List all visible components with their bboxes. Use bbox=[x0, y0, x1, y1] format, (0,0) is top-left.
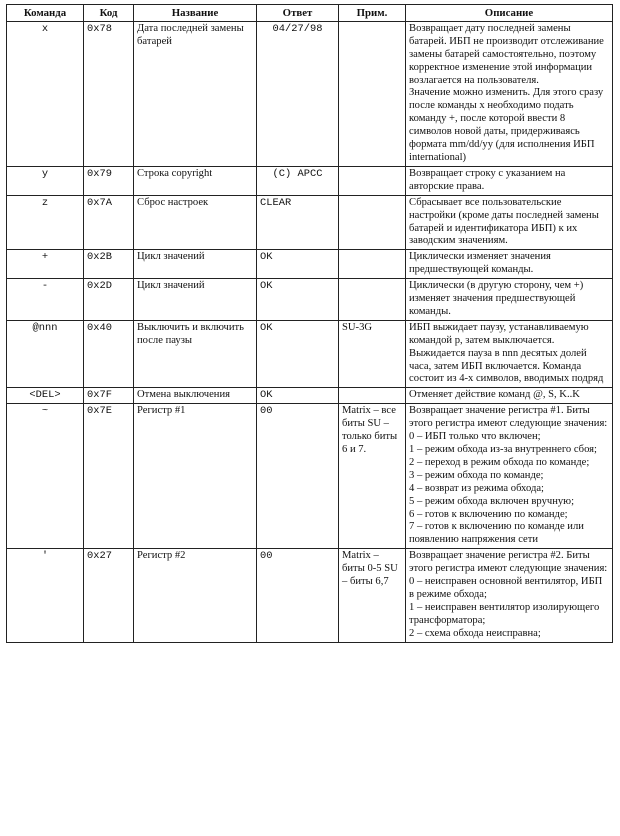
cell-code: 0x7E bbox=[84, 404, 134, 549]
cell-code: 0x40 bbox=[84, 320, 134, 388]
cell-response: 00 bbox=[257, 549, 339, 642]
cell-description bbox=[406, 195, 613, 250]
cell-name: Сброс настроек bbox=[134, 195, 257, 250]
cell-response: 04/27/98 bbox=[257, 21, 339, 166]
cell-command: + bbox=[7, 250, 84, 279]
description-paragraph: Отменяет действие команд @, S, K..K bbox=[409, 389, 580, 401]
cell-response: 00 bbox=[257, 404, 339, 549]
cell-command: ' bbox=[7, 549, 84, 642]
description-line: Возвращает значение регистра #1. Биты этого регистра имеют следующие значения: bbox=[409, 405, 608, 430]
description-line: 2 – схема обхода неисправна; bbox=[409, 627, 541, 639]
cell-command: ~ bbox=[7, 404, 84, 549]
header-name: Название bbox=[134, 5, 257, 22]
cell-description bbox=[406, 166, 613, 195]
cell-code: 0x27 bbox=[84, 549, 134, 642]
cell-name: Цикл значений bbox=[134, 250, 257, 279]
table-row bbox=[7, 195, 613, 250]
description-paragraph: Возвращает строку с указанием на авторские права. bbox=[409, 167, 566, 192]
cell-code: 0x2D bbox=[84, 279, 134, 321]
cell-name: Регистр #2 bbox=[134, 549, 257, 642]
description-line: 3 – режим обхода по команде; bbox=[409, 469, 544, 481]
table-row bbox=[7, 250, 613, 279]
command-table bbox=[6, 4, 613, 643]
cell-command: @nnn bbox=[7, 320, 84, 388]
cell-name: Регистр #1 bbox=[134, 404, 257, 549]
description-line: 7 – готов к включению по команде или появлению напряжения сети bbox=[409, 521, 584, 546]
description-line: 0 – ИБП только что включен; bbox=[409, 431, 541, 443]
cell-description bbox=[406, 549, 613, 642]
cell-code: 0x2B bbox=[84, 250, 134, 279]
cell-description bbox=[406, 21, 613, 166]
cell-command: x bbox=[7, 21, 84, 166]
table-row bbox=[7, 320, 613, 388]
cell-response: (C) APCC bbox=[257, 166, 339, 195]
cell-command: - bbox=[7, 279, 84, 321]
description-line: 2 – переход в режим обхода по команде; bbox=[409, 456, 590, 468]
cell-command: <DEL> bbox=[7, 388, 84, 404]
header-note: Прим. bbox=[339, 5, 406, 22]
header-command: Команда bbox=[7, 5, 84, 22]
table-row bbox=[7, 404, 613, 549]
description-line: 0 – неисправен основной вентилятор, ИБП в режиме обхода; bbox=[409, 576, 603, 600]
cell-response: OK bbox=[257, 279, 339, 321]
cell-note: SU-3G bbox=[339, 320, 406, 388]
cell-response: OK bbox=[257, 388, 339, 404]
cell-code: 0x78 bbox=[84, 21, 134, 166]
cell-response: CLEAR bbox=[257, 195, 339, 250]
cell-note bbox=[339, 21, 406, 166]
cell-note bbox=[339, 388, 406, 404]
table-row bbox=[7, 549, 613, 642]
cell-name: Строка copyright bbox=[134, 166, 257, 195]
table-row bbox=[7, 388, 613, 404]
cell-code: 0x7A bbox=[84, 195, 134, 250]
table-row bbox=[7, 21, 613, 166]
cell-code: 0x7F bbox=[84, 388, 134, 404]
cell-description bbox=[406, 404, 613, 549]
cell-name: Выключить и включить после паузы bbox=[134, 320, 257, 388]
cell-name: Отмена выключения bbox=[134, 388, 257, 404]
description-line: 4 – возврат из режима обхода; bbox=[409, 482, 544, 494]
description-line: Возвращает значение регистра #2. Биты этого регистра имеют следующие значения: bbox=[409, 550, 608, 575]
description-paragraph: Возвращает дату последней замены батарей. ИБП не производит отслеживание замены батарей самостоятельно, поэтому корректное изменение этой информации возлагается на пользователя. bbox=[409, 22, 604, 86]
header-response: Ответ bbox=[257, 5, 339, 22]
description-paragraph: Сбрасывает все пользовательские настройки (кроме даты последней замены батарей и идентификатора ИБП) к их заводским значениям. bbox=[409, 196, 599, 247]
description-line: 6 – готов к включению по команде; bbox=[409, 508, 568, 520]
table-header-row bbox=[7, 5, 613, 22]
cell-command: y bbox=[7, 166, 84, 195]
cell-description bbox=[406, 320, 613, 388]
cell-note bbox=[339, 279, 406, 321]
description-paragraph: Циклически изменяет значения предшествующей команды. bbox=[409, 251, 551, 276]
cell-command: z bbox=[7, 195, 84, 250]
cell-note: Matrix – все биты SU – только биты 6 и 7. bbox=[339, 404, 406, 549]
cell-note bbox=[339, 166, 406, 195]
cell-description bbox=[406, 388, 613, 404]
description-line: 5 – режим обхода включен вручную; bbox=[409, 495, 575, 507]
header-description: Описание bbox=[406, 5, 613, 22]
cell-description bbox=[406, 250, 613, 279]
table-row bbox=[7, 166, 613, 195]
cell-code: 0x79 bbox=[84, 166, 134, 195]
cell-note: Matrix – биты 0-5 SU – биты 6,7 bbox=[339, 549, 406, 642]
header-code: Код bbox=[84, 5, 134, 22]
cell-description bbox=[406, 279, 613, 321]
description-paragraph: Циклически (в другую сторону, чем +) изменяет значения предшествующей команды. bbox=[409, 280, 584, 317]
description-paragraph: ИБП выжидает паузу, устанавливаемую командой p, затем выключается. Выжидается пауза в nnn десятых долей часа, затем ИБП включается. Команда состоит из 4-х символов, вводимых подряд bbox=[409, 321, 604, 385]
description-paragraph: Значение можно изменить. Для этого сразу после команды x необходимо подать команду +, после которой ввести 8 символов новой даты, придерживаясь формата mm/dd/yy (для исполнения ИБП international) bbox=[409, 87, 604, 163]
cell-response: OK bbox=[257, 320, 339, 388]
description-line: 1 – неисправен вентилятор изолирующего трансформатора; bbox=[409, 601, 600, 626]
cell-note bbox=[339, 195, 406, 250]
cell-response: OK bbox=[257, 250, 339, 279]
description-line: 1 – режим обхода из-за внутреннего сбоя; bbox=[409, 444, 597, 455]
table-row bbox=[7, 279, 613, 321]
cell-name: Цикл значений bbox=[134, 279, 257, 321]
cell-name: Дата последней замены батарей bbox=[134, 21, 257, 166]
cell-note bbox=[339, 250, 406, 279]
